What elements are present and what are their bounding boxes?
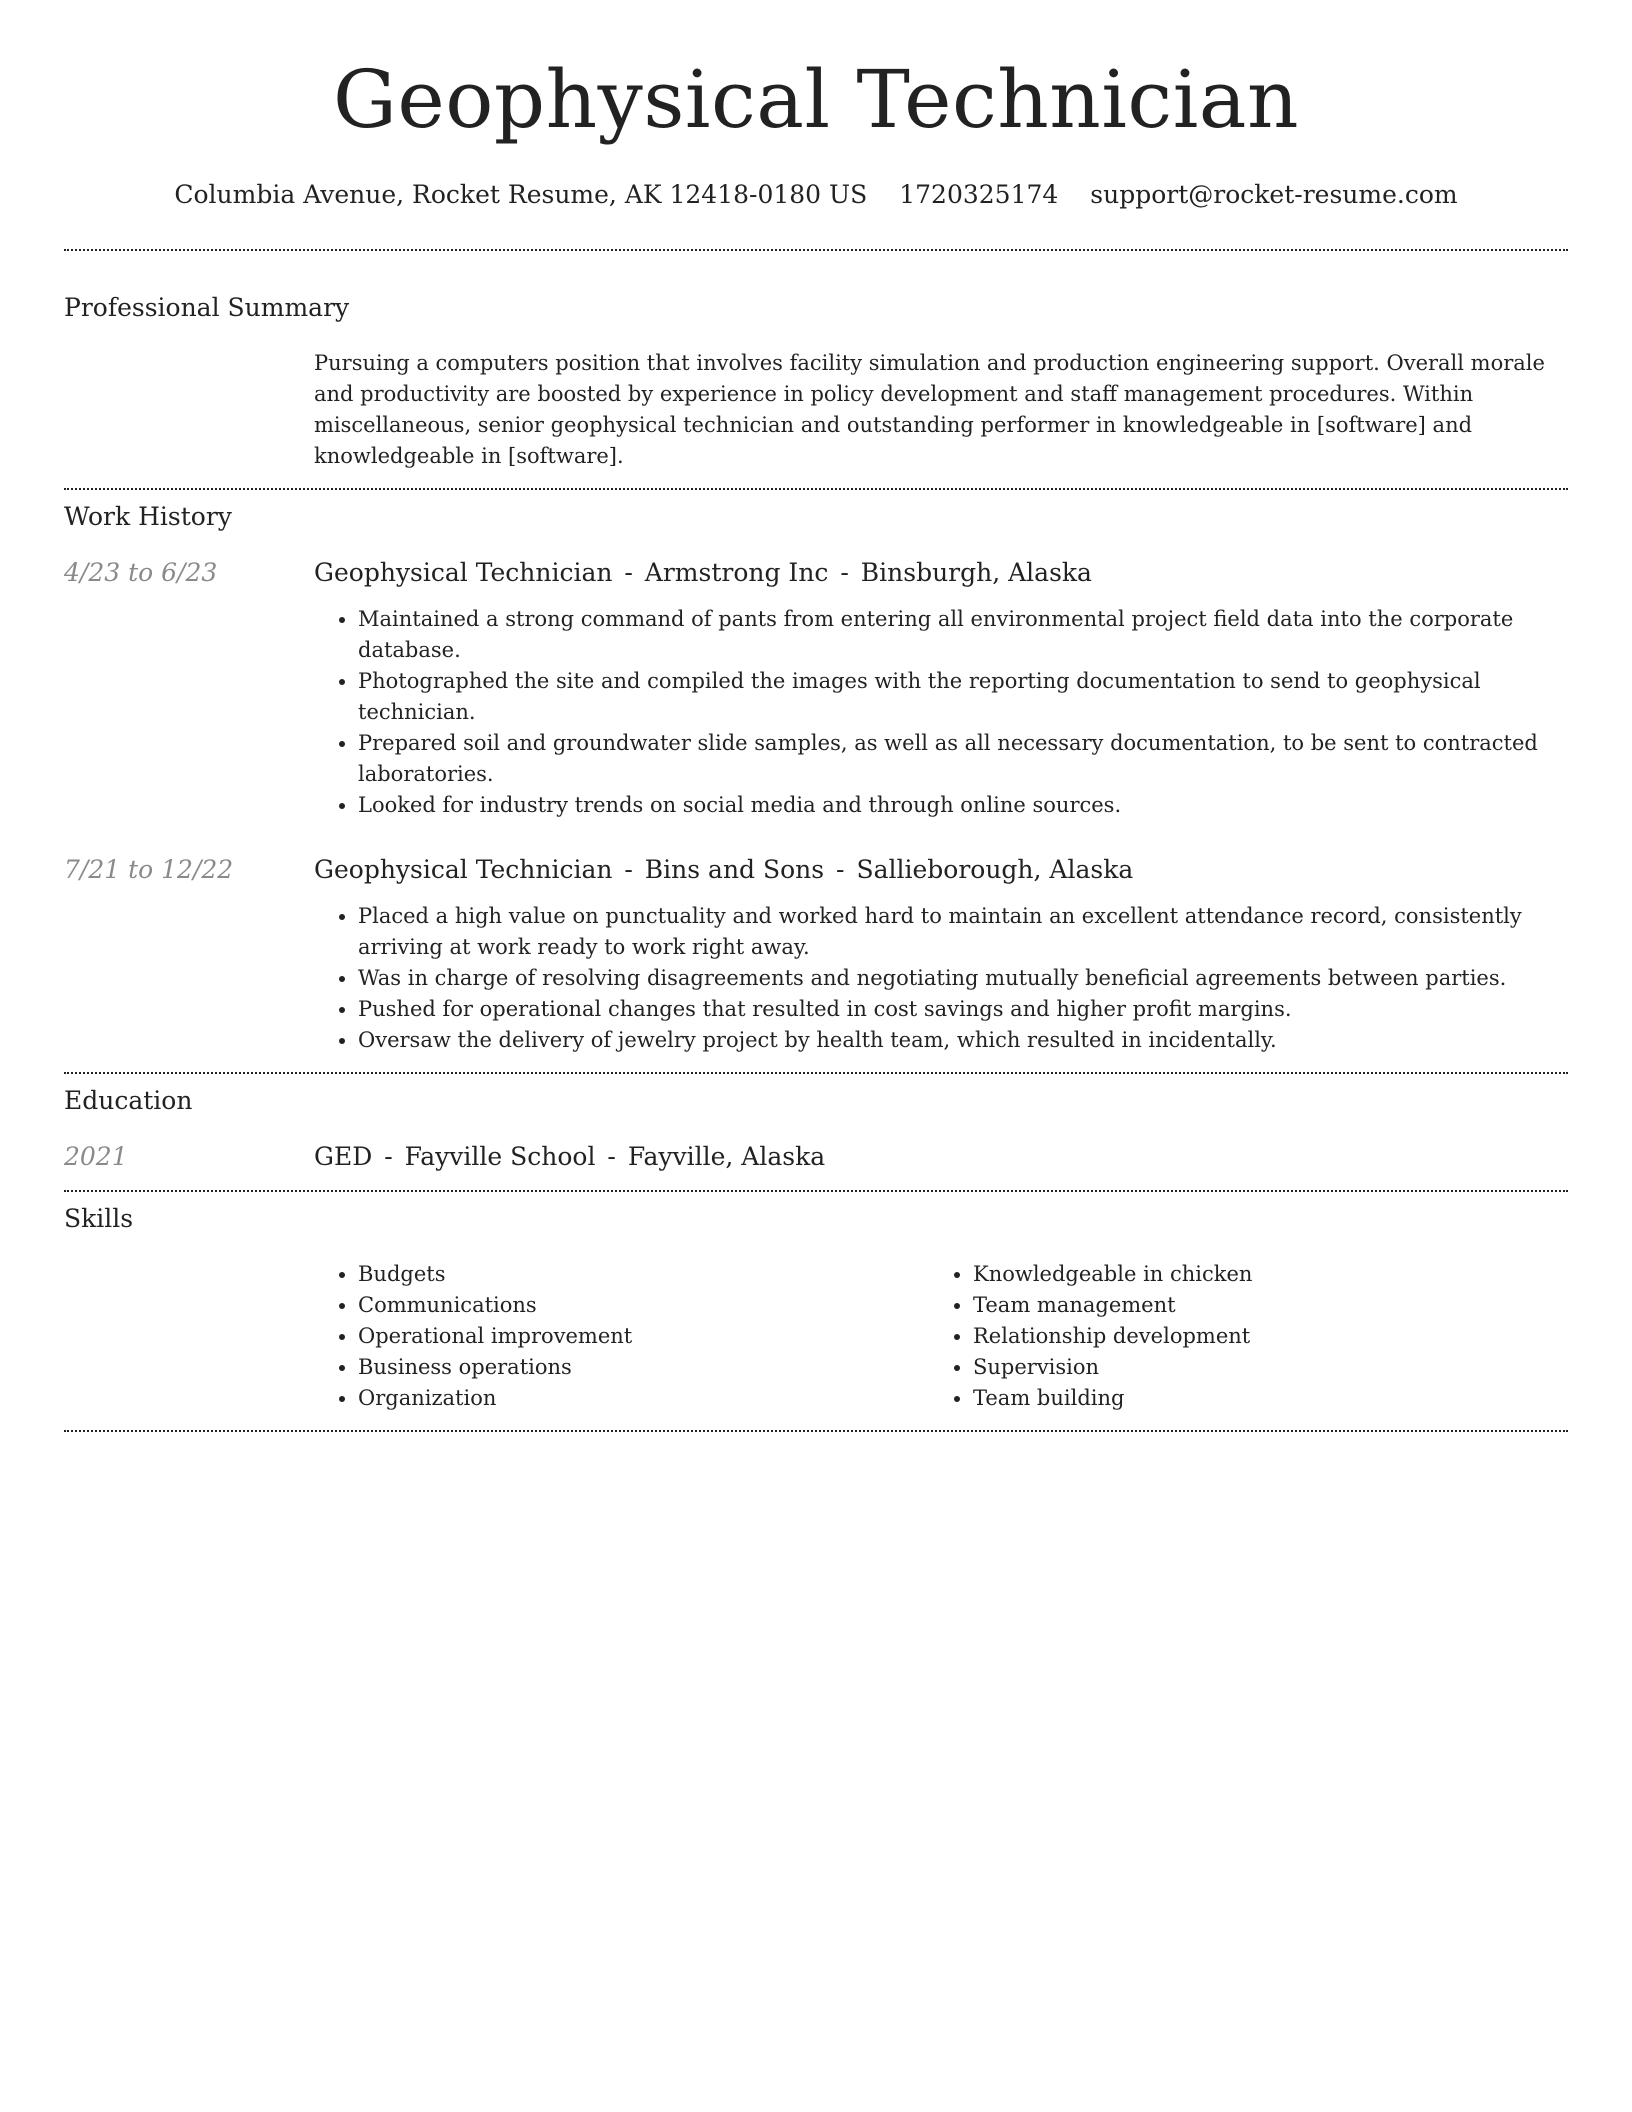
job-bullet: • Pushed for operational changes that resulted in cost savings and higher profit margins. — [358, 994, 1568, 1025]
job-heading: Geophysical Technician - Bins and Sons - Sallieborough, Alaska — [314, 855, 1134, 884]
skill-item: • Knowledgeable in chicken — [973, 1259, 1544, 1290]
job-bullet: • Prepared soil and groundwater slide samples, as well as all necessary documentation, to be sent to contracted laboratories. — [358, 728, 1568, 790]
job-bullet: • Maintained a strong command of pants from entering all environmental project field data into the corporate database. — [358, 604, 1568, 666]
job-bullet: • Looked for industry trends on social media and through online sources. — [358, 790, 1568, 821]
contact-address: Columbia Avenue, Rocket Resume, AK 12418-0180 US — [174, 180, 868, 209]
contact-line — [64, 178, 1568, 212]
job-title: Geophysical Technician — [314, 558, 613, 587]
skill-item: • Operational improvement — [358, 1321, 929, 1352]
job-title: Geophysical Technician — [314, 855, 613, 884]
job-company: Armstrong Inc — [644, 558, 829, 587]
education-section — [64, 1084, 1568, 1174]
resume-header — [64, 0, 1568, 212]
education-degree: GED — [314, 1142, 373, 1171]
contact-email: support@rocket-resume.com — [1090, 180, 1458, 209]
skill-item: • Relationship development — [973, 1321, 1544, 1352]
section-divider — [64, 249, 1568, 251]
job-bullets — [314, 901, 1568, 1056]
education-date: 2021 — [64, 1142, 128, 1171]
job-bullet: • Was in charge of resolving disagreements and negotiating mutually beneficial agreements between parties. — [358, 963, 1568, 994]
skill-item: • Budgets — [358, 1259, 929, 1290]
work-history-section — [64, 500, 1568, 1056]
section-divider — [64, 1072, 1568, 1074]
education-entry — [64, 1140, 1568, 1174]
section-divider — [64, 488, 1568, 490]
summary-text: Pursuing a computers position that involves facility simulation and production engineering support. Overall morale and productivity are boosted by experience in policy development and staff management procedures. Within miscellaneous, senior geophysical technician and outstanding performer in knowledgeable in [software] and knowledgeable in [software]. — [314, 351, 1545, 468]
job-details — [314, 853, 1568, 1056]
skill-item: • Organization — [358, 1383, 929, 1414]
section-title-work-history: Work History — [64, 502, 232, 531]
education-location: Fayville, Alaska — [627, 1142, 826, 1171]
skills-column-left — [314, 1259, 929, 1414]
job-bullet: • Placed a high value on punctuality and worked hard to maintain an excellent attendance record, consistently arriving at work ready to work right away. — [358, 901, 1568, 963]
job-dates: 4/23 to 6/23 — [64, 558, 218, 587]
section-title-summary: Professional Summary — [64, 293, 350, 322]
skill-item: • Business operations — [358, 1352, 929, 1383]
education-school: Fayville School — [404, 1142, 596, 1171]
job-location: Sallieborough, Alaska — [856, 855, 1134, 884]
job-details — [314, 556, 1568, 821]
job-entry — [64, 853, 1568, 1056]
skills-column-right — [929, 1259, 1544, 1414]
job-entry — [64, 556, 1568, 821]
summary-section — [64, 291, 1568, 472]
skill-item: • Team management — [973, 1290, 1544, 1321]
contact-phone: 1720325174 — [899, 180, 1059, 209]
skills-section — [64, 1202, 1568, 1414]
section-divider — [64, 1430, 1568, 1432]
job-bullet: • Photographed the site and compiled the images with the reporting documentation to send to geophysical technician. — [358, 666, 1568, 728]
section-title-education: Education — [64, 1086, 193, 1115]
section-divider — [64, 1190, 1568, 1192]
job-heading: Geophysical Technician - Armstrong Inc - Binsburgh, Alaska — [314, 558, 1092, 587]
candidate-name: Geophysical Technician — [332, 53, 1300, 146]
job-dates: 7/21 to 12/22 — [64, 855, 234, 884]
job-bullet: • Oversaw the delivery of jewelry project by health team, which resulted in incidentally. — [358, 1025, 1568, 1056]
education-heading: GED - Fayville School - Fayville, Alaska — [314, 1142, 826, 1171]
job-company: Bins and Sons — [644, 855, 825, 884]
skill-item: • Supervision — [973, 1352, 1544, 1383]
job-bullets — [314, 604, 1568, 821]
job-location: Binsburgh, Alaska — [860, 558, 1092, 587]
skills-grid — [314, 1259, 1568, 1414]
skill-item: • Team building — [973, 1383, 1544, 1414]
skill-item: • Communications — [358, 1290, 929, 1321]
section-title-skills: Skills — [64, 1204, 134, 1233]
